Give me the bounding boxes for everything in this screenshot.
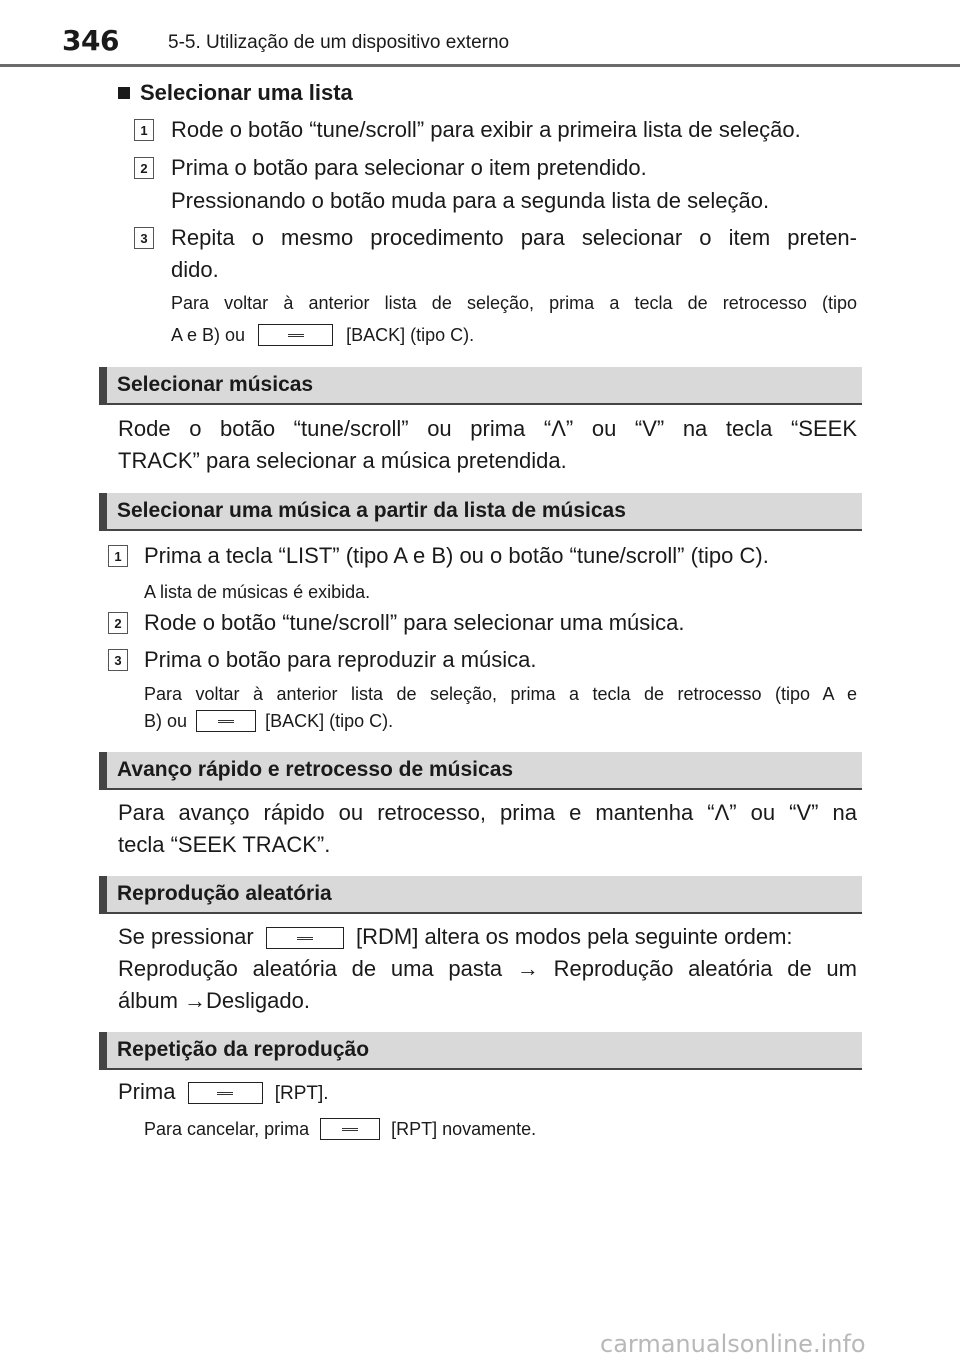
body-text: álbum →Desligado. [118,988,310,1013]
body-text-part: Prima [118,1079,176,1104]
note-text-part: [BACK] (tipo C). [346,325,475,345]
body-text-part: Se pressionar [118,924,254,949]
back-button-icon [196,710,256,732]
body-text: Reprodução aleatória de uma pasta → Reprodução aleatória de um [118,956,857,981]
body-text-part: [RDM] altera os modos pela seguinte ordem: [356,924,793,949]
note-text-part: [RPT] novamente. [391,1119,537,1139]
step-number-badge: 2 [108,612,128,634]
rpt-button-icon [320,1118,380,1140]
section-title: 5-5. Utilização de um dispositivo externo [168,32,510,53]
note-text-part: A e B) ou [171,325,246,345]
step-number-badge: 1 [134,119,154,141]
note-text [171,320,474,350]
step-number-badge: 1 [108,545,128,567]
section-heading-bar [99,876,862,914]
watermark: carmanualsonline.info [600,1330,866,1358]
section-heading-bar [99,752,862,790]
body-text: TRACK” para selecionar a música pretendida. [118,448,567,473]
step-text: Rode o botão “tune/scroll” para exibir a primeira lista de seleção. [171,117,801,142]
page-number: 346 [62,24,119,57]
step-number-badge: 2 [134,157,154,179]
subsection-title [118,80,353,106]
step-text: Rode o botão “tune/scroll” para selecionar uma música. [144,610,685,635]
note-text [144,1114,536,1144]
rdm-button-icon [266,927,344,949]
section-heading-bar [99,367,862,405]
square-bullet-icon [118,87,130,99]
back-button-icon [258,324,333,346]
body-text: tecla “SEEK TRACK”. [118,832,331,857]
step-text: Pressionando o botão muda para a segunda lista de seleção. [171,188,770,213]
body-text [118,1073,329,1113]
body-text: Rode o botão “tune/scroll” ou prima “Λ” ou “V” na tecla “SEEK [118,416,857,441]
section-heading: Repetição da reprodução [117,1038,370,1061]
section-heading: Selecionar músicas [117,373,314,396]
header-divider [0,64,960,67]
note-text-part: B) ou [144,711,188,731]
rpt-button-icon [188,1082,263,1104]
note-text: Para voltar à anterior lista de seleção, prima a tecla de retrocesso (tipo A e [144,684,857,704]
step-text: Prima a tecla “LIST” (tipo A e B) ou o botão “tune/scroll” (tipo C). [144,543,769,568]
note-text-part: [BACK] (tipo C). [265,711,394,731]
note-text-part: Para cancelar, prima [144,1119,310,1139]
subsection-title-text: Selecionar uma lista [140,80,353,105]
body-text: Para avanço rápido ou retrocesso, prima e mantenha “Λ” ou “V” na [118,800,857,825]
section-heading: Avanço rápido e retrocesso de músicas [117,758,514,781]
note-text: A lista de músicas é exibida. [144,582,371,602]
step-number-badge: 3 [134,227,154,249]
note-text [144,708,393,734]
section-heading-bar [99,1032,862,1070]
step-text: Repita o mesmo procedimento para selecionar o item preten- [171,225,857,250]
section-heading: Reprodução aleatória [117,882,332,905]
section-heading-bar [99,493,862,531]
body-text-part: [RPT]. [274,1083,329,1104]
note-text: Para voltar à anterior lista de seleção, prima a tecla de retrocesso (tipo [171,293,857,313]
step-number-badge: 3 [108,649,128,671]
step-text: Prima o botão para selecionar o item pretendido. [171,155,647,180]
step-text: Prima o botão para reproduzir a música. [144,647,537,672]
step-text: dido. [171,257,219,282]
section-heading: Selecionar uma música a partir da lista de músicas [117,499,626,522]
